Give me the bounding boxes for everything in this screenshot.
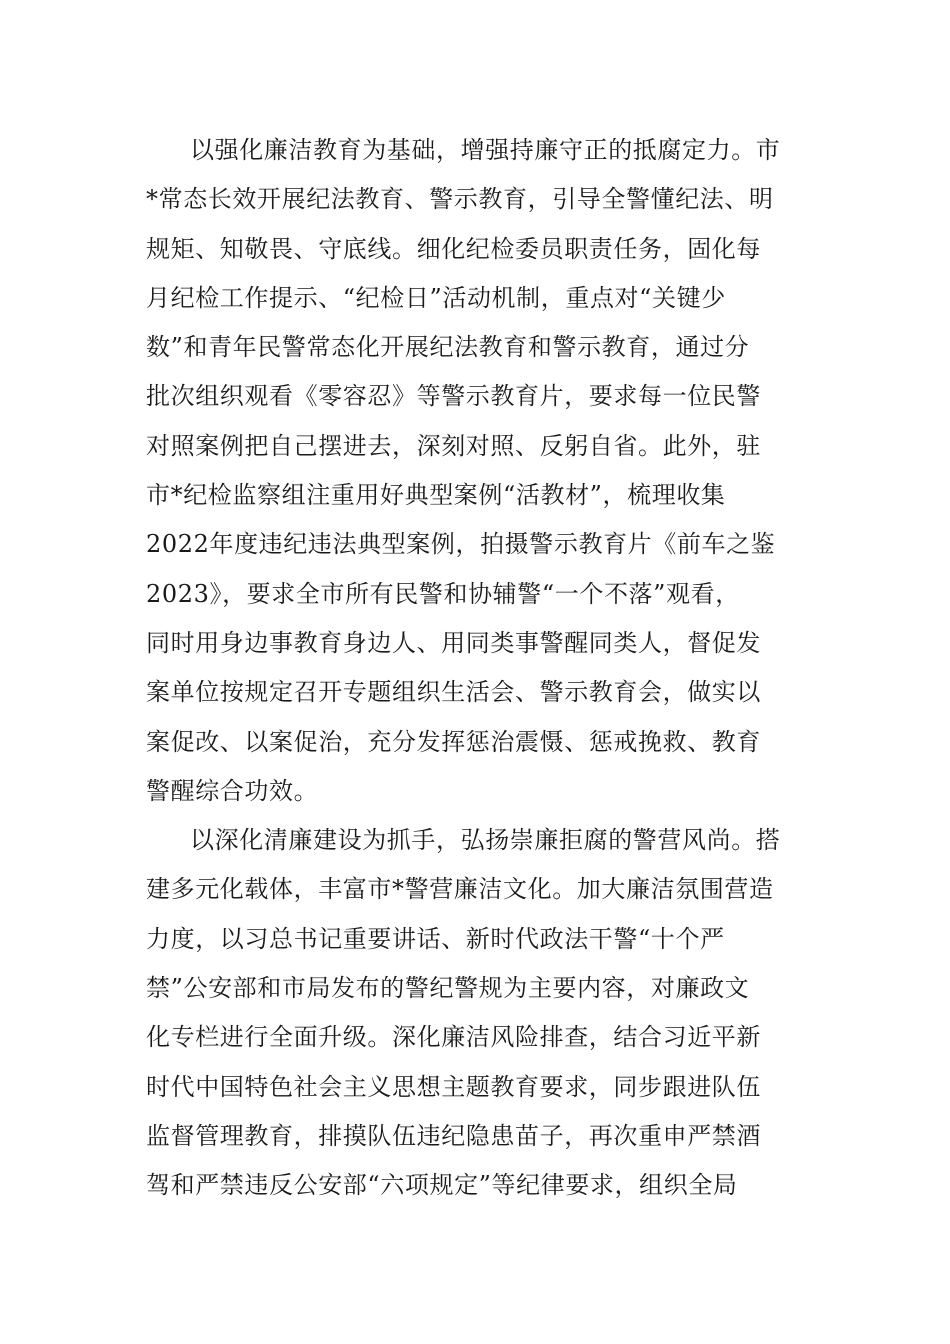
paragraph-1-line-14: 警醒综合功效。 (146, 776, 319, 805)
paragraph-1-line-13: 案促改、以案促治，充分发挥惩治震慑、惩戒挽救、教育 (146, 727, 761, 756)
paragraph-1-line-2: *常态长效开展纪法教育、警示教育，引导全警懂纪法、明 (146, 185, 774, 214)
paragraph-1-line-5: 数”和青年民警常态化开展纪法教育和警示教育，通过分 (146, 333, 750, 362)
paragraph-1-line-1: 以强化廉洁教育为基础，增强持廉守正的抵腐定力。市 (190, 136, 781, 164)
paragraph-1-line-12: 案单位按规定召开专题组织生活会、警示教育会，做实以 (146, 678, 761, 707)
paragraph-2-line-3: 力度，以习总书记重要讲话、新时代政法干警“十个严 (146, 924, 725, 953)
paragraph-1-line-9: 2022年度违纪违法典型案例，拍摄警示教育片《前车之鉴 (146, 530, 776, 559)
paragraph-1-line-11: 同时用身边事教育身边人、用同类事警醒同类人，督促发 (146, 628, 761, 657)
paragraph-1-line-3: 规矩、知敬畏、守底线。细化纪检委员职责任务，固化每 (146, 234, 761, 263)
paragraph-1-line-4: 月纪检工作提示、“纪检日”活动机制，重点对“关键少 (146, 283, 726, 312)
paragraph-2-line-2: 建多元化载体，丰富市*警营廉洁文化。加大廉洁氛围营造 (146, 875, 774, 904)
paragraph-2-line-7: 监督管理教育，排摸队伍违纪隐患苗子，再次重申严禁酒 (146, 1121, 761, 1150)
paragraph-1-line-7: 对照案例把自己摆进去，深刻对照、反躬自省。此外，驻 (146, 431, 761, 460)
paragraph-1-line-10: 2023》，要求全市所有民警和协辅警“一个不落”观看， (146, 579, 740, 608)
paragraph-1-line-8: 市*纪检监察组注重用好典型案例“活教材”，梳理收集 (146, 481, 726, 510)
document-body (146, 126, 806, 1211)
paragraph-2-line-5: 化专栏进行全面升级。深化廉洁风险排查，结合习近平新 (146, 1023, 761, 1052)
paragraph-2-line-6: 时代中国特色社会主义思想主题教育要求，同步跟进队伍 (146, 1072, 761, 1101)
paragraph-2-line-4: 禁”公安部和市局发布的警纪警规为主要内容，对廉政文 (146, 974, 750, 1003)
paragraph-2-line-8: 驾和严禁违反公安部“六项规定”等纪律要求，组织全局 (146, 1171, 738, 1200)
paragraph-2-line-1: 以深化清廉建设为抓手，弘扬崇廉拒腐的警营风尚。搭 (190, 826, 781, 855)
paragraph-1-line-6: 批次组织观看《零容忍》等警示教育片，要求每一位民警 (146, 382, 761, 411)
